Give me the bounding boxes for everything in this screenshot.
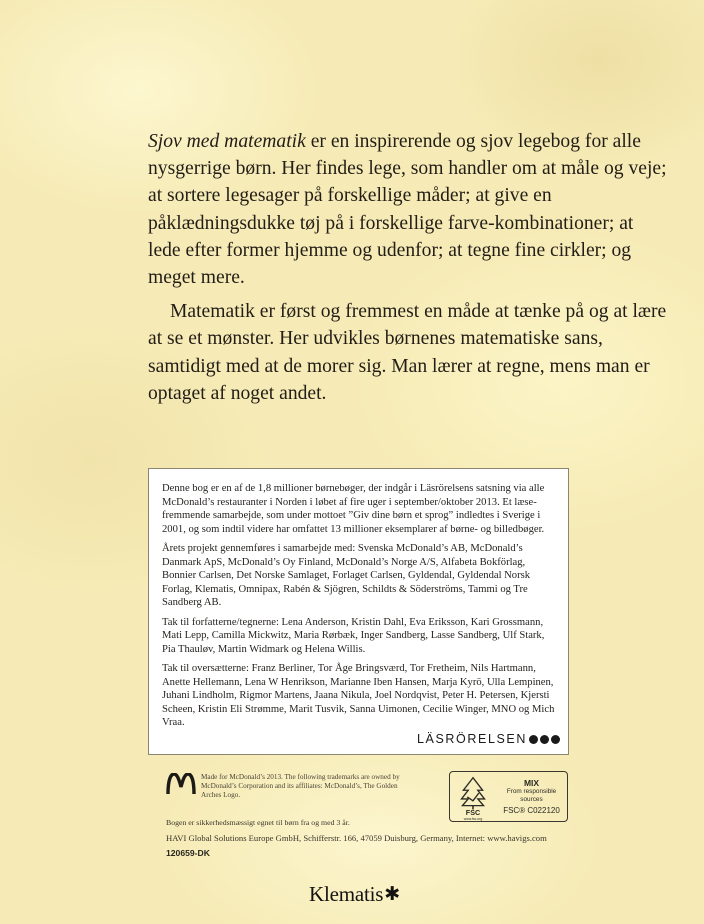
fsc-icon-label: FSC xyxy=(465,808,481,818)
mcdonalds-note: Made for McDonald’s 2013. The following trademarks are owned by McDonald’s Corporation and its affiliates: McDonald’s, The Golden Arches Logo. xyxy=(201,773,400,799)
fsc-site: www.fsc.org xyxy=(463,817,483,821)
logo-dot xyxy=(529,735,538,744)
fsc-label xyxy=(449,771,568,822)
mcdonalds-arches-icon xyxy=(166,773,196,795)
intro-paragraph-2: Matematik er først og fremmest en måde at tænke på og at lære at se et mønster. Her udvikles børnenes matematiske sans, samtidigt med at de morer sig. Man lærer at regne, mens man er optaget af noget andet. xyxy=(148,301,667,404)
product-code: 120659-DK xyxy=(166,848,210,858)
publisher-name: Klematis xyxy=(309,882,384,906)
logo-dot xyxy=(540,735,549,744)
info-paragraph-2: Årets projekt gennemføres i samarbejde med: Svenska McDonald’s AB, McDonald’s Danmark ApS, McDonald’s Oy Finland, McDonald’s Norge A/S, Alfabeta Bokförlag, Bonnier Carlsen, Det Norske Samlaget, Forlaget Carlsen, Gyldendal, Gyldendal Norsk Forlag, Klematis, Omnipax, Rabén & Sjögren, Schildts & Söderströms, Tammi og Tre Sandberg AB. xyxy=(162,543,531,608)
intro-paragraph-1 xyxy=(148,128,668,291)
intro-text xyxy=(148,128,668,407)
logo-dot xyxy=(551,735,560,744)
star-icon: ✱ xyxy=(384,884,400,905)
fsc-text xyxy=(496,772,567,821)
info-box xyxy=(148,468,569,755)
intro-paragraph-1-text: er en inspirerende og sjov legebog for alle nysgerrige børn. Her findes lege, som handler om at måle og veje; at sortere legesager på forskellige måder; at give en påklædningsdukke tøj på i forskellige farve-kombinationer; at lede efter former hjemme og udenfor; at tegne fine cirkler; og meget mere. xyxy=(148,131,667,289)
lasrorelsen-logo-text: LÄSRÖRELSEN xyxy=(417,731,527,746)
safety-note: Bogen er sikkerhedsmæssigt egnet til børn fra og med 3 år. xyxy=(166,818,350,827)
book-title: Sjov med matematik xyxy=(148,131,306,152)
fsc-code: FSC® C022120 xyxy=(503,806,560,815)
fsc-mix: MIX xyxy=(523,778,540,788)
printer-line: HAVI Global Solutions Europe GmbH, Schifferstr. 166, 47059 Duisburg, Germany, Internet: www.havigs.com xyxy=(166,833,547,843)
info-paragraph-4: Tak til oversætterne: Franz Berliner, Tor Åge Bringsværd, Tor Fretheim, Nils Hartmann, Anette Hellemann, Lena W Henrikson, Marianne Iben Hansen, Marja Kyrö, Ulla Lempinen, Juhani Lindholm, Rigmor Martens, Jaana Nikula, Joel Nordqvist, Peter H. Petersen, Kjersti Scheen, Kristin Eli Strømme, Marit Tusvik, Sanna Uimonen, Cecilie Winger, MNO og Mich Vraa. xyxy=(162,663,555,728)
info-paragraph-3: Tak til forfatterne/tegnerne: Lena Anderson, Kristin Dahl, Eva Eriksson, Kari Grossmann, Mati Lepp, Camilla Mickwitz, Maria Rørbæk, Inger Sandberg, Lasse Sandberg, Ulf Stark, Pia Thauløv, Martin Widmark og Helena Willis. xyxy=(162,616,545,655)
info-paragraph-1: Denne bog er en af de 1,8 millioner børnebøger, der indgår i Läsrörelsens satsning via alle McDonald’s restauranter i Norden i løbet af fire uger i september/oktober 2013. Et læse-fremmende samarbejde, som under mottoet ”Giv dine børn et sprog” indledtes i Sverige i 2001, og som indtil videre har omfattet 13 millioner eksemplarer af børne- og billedbøger. xyxy=(162,483,545,535)
lasrorelsen-logo xyxy=(417,733,560,747)
fsc-responsible: From responsible sources xyxy=(506,788,557,803)
publisher-logo xyxy=(309,882,400,907)
fsc-tree-icon xyxy=(450,772,496,821)
